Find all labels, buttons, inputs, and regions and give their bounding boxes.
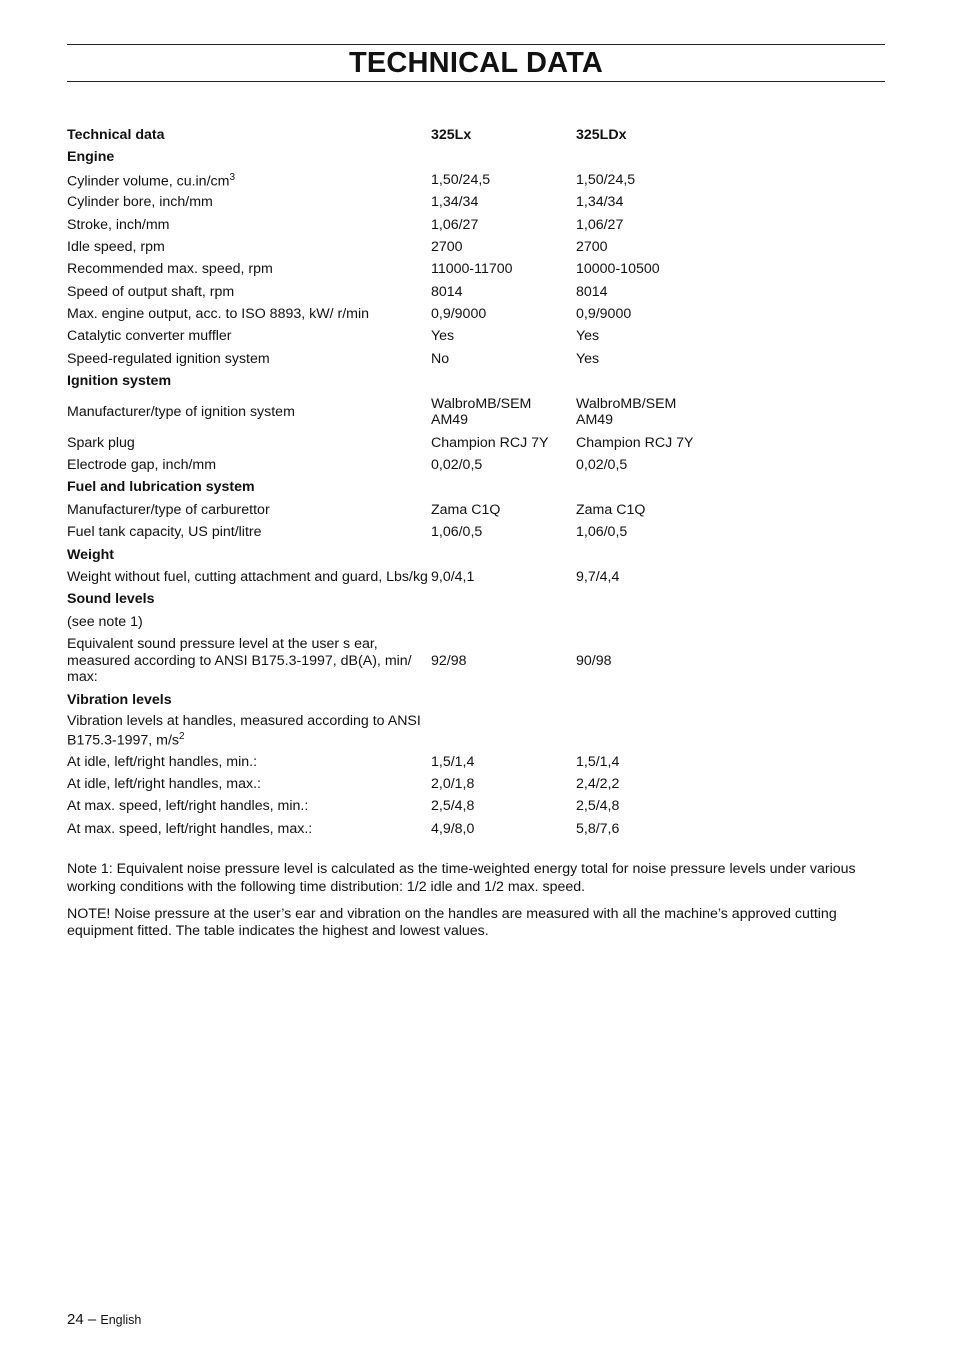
notes xyxy=(67,861,877,950)
section-header-row xyxy=(67,544,867,566)
table-row xyxy=(67,214,867,236)
spec-label xyxy=(67,521,431,543)
table-row xyxy=(67,393,867,432)
spec-label xyxy=(67,454,431,476)
section-header-row xyxy=(67,146,867,168)
table-row xyxy=(67,773,867,795)
spec-label xyxy=(67,326,431,348)
spec-label xyxy=(67,303,431,325)
value-325ldx: 1,06/27 xyxy=(576,216,624,233)
table-row xyxy=(67,611,867,633)
value-325lx: 1,06/0,5 xyxy=(431,524,483,541)
spec-label-text: Idle speed, rpm xyxy=(67,238,165,255)
unit-superscript: 2 xyxy=(179,731,185,743)
spec-label-text: Speed-regulated ignition system xyxy=(67,350,270,367)
spec-label xyxy=(67,258,431,280)
section-header-row xyxy=(67,476,867,498)
spec-label-text: Max. engine output, acc. to ISO 8893, kW/ r/min xyxy=(67,306,370,323)
value-325lx: 92/98 xyxy=(431,652,467,669)
table-row xyxy=(67,499,867,521)
value-325lx: 11000-11700 xyxy=(431,261,513,278)
value-325lx: Yes xyxy=(431,328,455,345)
spec-label-text: Vibration levels at handles, measured according to ANSI B175.3-1997, m/s xyxy=(67,712,421,749)
spec-label-text: Manufacturer/type of ignition system xyxy=(67,403,295,420)
section-header-row xyxy=(67,689,867,711)
table-row xyxy=(67,191,867,213)
value-325lx: 1,06/27 xyxy=(431,216,479,233)
table-row xyxy=(67,432,867,454)
value-325lx xyxy=(431,712,576,751)
section-title: Ignition system xyxy=(67,373,172,390)
value-325ldx: 1,50/24,5 xyxy=(576,171,636,188)
value-325ldx: 1,06/0,5 xyxy=(576,524,628,541)
spec-label xyxy=(67,751,431,773)
table-row xyxy=(67,454,867,476)
footer-separator: – xyxy=(83,1311,101,1328)
value-325lx: 1,34/34 xyxy=(431,194,479,211)
footer-language: English xyxy=(100,1313,142,1327)
table-row xyxy=(67,818,867,840)
spec-label-text: At idle, left/right handles, min.: xyxy=(67,753,258,770)
section-title: Vibration levels xyxy=(67,692,172,709)
value-325ldx: WalbroMB/SEM AM49 xyxy=(576,395,677,429)
spec-label-text: Recommended max. speed, rpm xyxy=(67,261,273,278)
spec-label xyxy=(67,169,431,191)
spec-label xyxy=(67,611,431,633)
value-325lx: 2,0/1,8 xyxy=(431,775,475,792)
value-325ldx: 0,02/0,5 xyxy=(576,457,628,474)
table-header-row xyxy=(67,124,867,146)
value-325ldx: Zama C1Q xyxy=(576,501,646,518)
spec-label-text: Catalytic converter muffler xyxy=(67,328,232,345)
value-325ldx: 2,4/2,2 xyxy=(576,775,620,792)
value-325lx: 0,02/0,5 xyxy=(431,457,483,474)
section-title: Engine xyxy=(67,149,115,166)
spec-label-text: Speed of output shaft, rpm xyxy=(67,283,235,300)
spec-label-text: Fuel tank capacity, US pint/litre xyxy=(67,524,262,541)
table-row xyxy=(67,236,867,258)
table-row xyxy=(67,521,867,543)
value-325ldx xyxy=(576,712,867,751)
spec-label-text: Cylinder volume, cu.in/cm xyxy=(67,173,230,190)
page-number: 24 xyxy=(67,1311,84,1328)
table-row xyxy=(67,169,867,191)
value-325ldx: 9,7/4,4 xyxy=(576,568,620,585)
value-325lx: 2700 xyxy=(431,238,463,255)
spec-label-text: Weight without fuel, cutting attachment and guard, Lbs/kg xyxy=(67,568,428,585)
spec-label xyxy=(67,499,431,521)
table-row xyxy=(67,348,867,370)
value-325ldx: 2,5/4,8 xyxy=(576,798,620,815)
value-325ldx: Champion RCJ 7Y xyxy=(576,434,694,451)
section-title: Sound levels xyxy=(67,591,155,608)
value-325ldx: 0,9/9000 xyxy=(576,306,632,323)
section-title: Weight xyxy=(67,546,115,563)
spec-label-text: At idle, left/right handles, max.: xyxy=(67,775,261,792)
technical-data-table xyxy=(67,124,867,840)
table-row xyxy=(67,258,867,280)
spec-label xyxy=(67,191,431,213)
spec-label xyxy=(67,393,431,432)
table-row xyxy=(67,303,867,325)
spec-label-text: (see note 1) xyxy=(67,613,143,630)
page-title-bar xyxy=(67,44,885,82)
value-325ldx: 2700 xyxy=(576,238,608,255)
spec-label xyxy=(67,712,431,751)
value-325ldx: 1,5/1,4 xyxy=(576,753,620,770)
spec-label-text: At max. speed, left/right handles, min.: xyxy=(67,798,309,815)
spec-label-text: Stroke, inch/mm xyxy=(67,216,170,233)
value-325ldx: 5,8/7,6 xyxy=(576,820,620,837)
value-325lx: Champion RCJ 7Y xyxy=(431,434,549,451)
spec-label-text: Manufacturer/type of carburettor xyxy=(67,501,270,518)
value-325lx: WalbroMB/SEM AM49 xyxy=(431,395,532,429)
table-row xyxy=(67,795,867,817)
table-row xyxy=(67,326,867,348)
note-2: NOTE! Noise pressure at the user’s ear and vibration on the handles are measured with all the machine’s approved cutting equipment fitted. The table indicates the highest and lowest values. xyxy=(67,905,837,939)
value-325ldx: 1,34/34 xyxy=(576,194,624,211)
spec-label xyxy=(67,348,431,370)
spec-label xyxy=(67,566,431,588)
spec-label xyxy=(67,236,431,258)
value-325lx: 1,5/1,4 xyxy=(431,753,475,770)
value-325ldx: 90/98 xyxy=(576,652,612,669)
table-row xyxy=(67,751,867,773)
value-325ldx: 8014 xyxy=(576,283,608,300)
note-1: Note 1: Equivalent noise pressure level is calculated as the time-weighted energy total for noise pressure levels under various working conditions with the following time distribution: 1/2 idle and 1/2 max. speed. xyxy=(67,861,856,895)
section-title: Fuel and lubrication system xyxy=(67,479,255,496)
header-label: Technical data xyxy=(67,126,165,143)
spec-label-text: Electrode gap, inch/mm xyxy=(67,457,217,474)
spec-label xyxy=(67,773,431,795)
value-325ldx: 10000-10500 xyxy=(576,261,660,278)
spec-label xyxy=(67,214,431,236)
page-title: TECHNICAL DATA xyxy=(348,47,604,79)
spec-label xyxy=(67,795,431,817)
spec-label xyxy=(67,633,431,689)
spec-label xyxy=(67,432,431,454)
spec-label-text: At max. speed, left/right handles, max.: xyxy=(67,820,313,837)
section-header-row xyxy=(67,588,867,610)
value-325ldx: Yes xyxy=(576,328,600,345)
spec-label xyxy=(67,818,431,840)
table-row xyxy=(67,633,867,689)
value-325lx: Zama C1Q xyxy=(431,501,501,518)
table-row xyxy=(67,566,867,588)
value-325lx: 9,0/4,1 xyxy=(431,568,475,585)
value-325lx: 0,9/9000 xyxy=(431,306,487,323)
spec-label-text: Spark plug xyxy=(67,434,135,451)
value-325lx: No xyxy=(431,350,450,367)
page-footer xyxy=(67,1311,141,1328)
value-325ldx: Yes xyxy=(576,350,600,367)
unit-superscript: 3 xyxy=(229,171,235,183)
table-row xyxy=(67,712,867,751)
value-325lx: 2,5/4,8 xyxy=(431,798,475,815)
value-325lx: 1,50/24,5 xyxy=(431,171,491,188)
spec-label-text: Cylinder bore, inch/mm xyxy=(67,194,213,211)
value-325lx: 4,9/8,0 xyxy=(431,820,475,837)
value-325lx xyxy=(431,611,576,633)
value-325ldx xyxy=(576,611,867,633)
value-325lx: 8014 xyxy=(431,283,463,300)
table-row xyxy=(67,281,867,303)
header-model-325ldx: 325LDx xyxy=(576,126,627,143)
header-model-325lx: 325Lx xyxy=(431,126,472,143)
section-header-row xyxy=(67,370,867,392)
spec-label xyxy=(67,281,431,303)
spec-label-text: Equivalent sound pressure level at the user s ear, measured according to ANSI B175.3-1997, dB(A), min/ max: xyxy=(67,636,412,686)
